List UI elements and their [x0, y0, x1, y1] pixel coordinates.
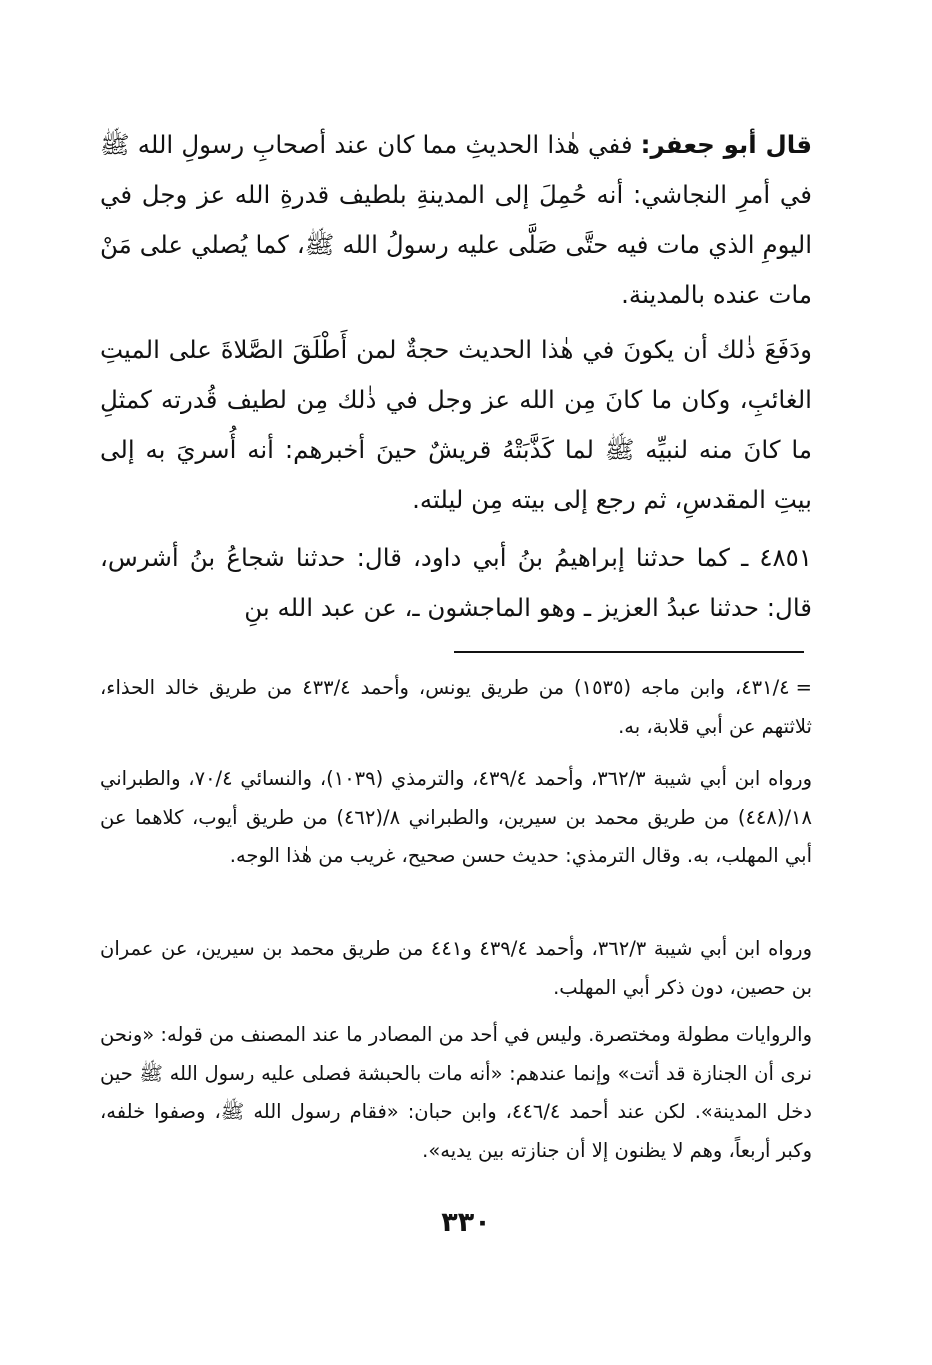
footnote-continuation — [100, 669, 812, 746]
main-paragraph-2: ودَفَعَ ذٰلك أن يكونَ في هٰذا الحديث حجةٌ لمن أَطْلَقَ الصَّلاةَ على الميتِ الغائبِ، وكان ما كانَ مِن الله عز وجل في ذٰلك مِن لطيف قُدرته كمثلِ ما كانَ منه لنبيِّه ﷺ لما كَذَّبَتْهُ قريشٌ حينَ أخبرهم: أنه أُسريَ به إلى بيتِ المقدسِ، ثم رجع إلى بيته مِن ليلته. — [100, 335, 812, 514]
page-number: ٣٣٠ — [441, 1207, 491, 1238]
hadith-4851-paragraph: ٤٨٥١ ـ كما حدثنا إبراهيمُ بنُ أبي داود، قال: حدثنا شجاعُ بنُ أشرس، قال: حدثنا عبدُ العزيز ـ وهو الماجشون ـ، عن عبد الله بنِ — [100, 543, 812, 622]
footnote-paragraph-2: ورواه ابن أبي شيبة ٣٦٢/٣، وأحمد ٤٣٩/٤، والترمذي (١٠٣٩)، والنسائي ٧٠/٤، والطبراني ١٨/(٤٤٨) من طريق محمد بن سيرين، والطبراني ٨/(٤٦٢) من طريق أيوب، كلاهما عن أبي المهلب، به. وقال الترمذي: حديث حسن صحيح، غريب من هٰذا الوجه. — [100, 767, 812, 867]
continuation-marker: = — [795, 676, 812, 699]
footnote-paragraph-3: ورواه ابن أبي شيبة ٣٦٢/٣، وأحمد ٤٣٩/٤ و٤٤١ من طريق محمد بن سيرين، عن عمران بن حصين، دون ذكر أبي المهلب. — [100, 937, 812, 999]
speaker-lead: قال أبو جعفر: — [640, 130, 812, 159]
main-paragraph-1 — [100, 120, 812, 320]
paragraph-1-body: ففي هٰذا الحديثِ مما كان عند أصحابِ رسولِ الله ﷺ في أمرِ النجاشي: أنه حُمِلَ إلى المدينةِ بلطيف قدرةِ الله عز وجل في اليومِ الذي مات فيه حتَّى صَلَّى عليه رسولُ الله ﷺ، كما يُصلي على مَنْ مات عنده بالمدينة. — [100, 130, 812, 309]
footnote-1-text: ٤٣١/٤، وابن ماجه (١٥٣٥) من طريق يونس، وأحمد ٤٣٣/٤ من طريق خالد الحذاء، ثلاثتهم عن أبي قلابة، به. — [100, 676, 812, 738]
footnote-paragraph-4: والروايات مطولة ومختصرة. وليس في أحد من المصادر ما عند المصنف من قوله: «ونحن نرى أن الجنازة قد أتت» وإنما عندهم: «أنه مات بالحبشة فصلى عليه رسول الله ﷺ حين دخل المدينة». لكن عند أحمد ٤٤٦/٤، وابن حبان: «فقام رسول الله ﷺ، وصفوا خلفه، وكبر أربعاً، وهم لا يظنون إلا أن جنازته بين يديه». — [100, 1023, 812, 1162]
footnote-divider — [454, 651, 804, 653]
